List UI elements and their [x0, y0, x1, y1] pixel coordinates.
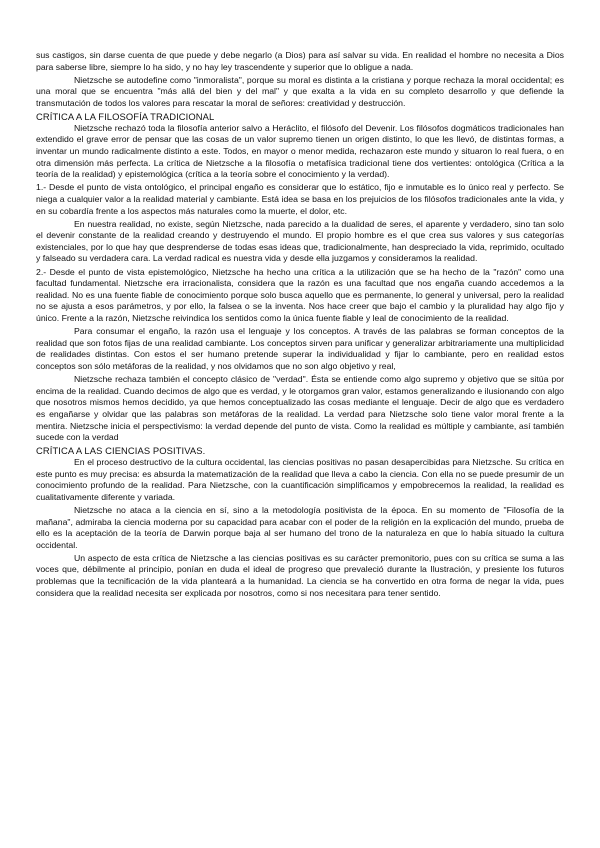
heading-critica-ciencias-positivas: CRÍTICA A LAS CIENCIAS POSITIVAS.	[36, 445, 206, 457]
paragraph-metodologia-positivista: Nietzsche no ataca a la ciencia en sí, sino a la metodología positivista de la época. En su momento de "Filosofía de la mañana", admiraba la ciencia moderna por su capacidad para acabar con el poder de la religión en la explicación del mundo, prueba de ello es la aceptación de la teoría de Darwin porque baja al ser humano del trono de la naturaleza en que lo había situado la cultura occidental.	[36, 504, 564, 550]
paragraph-castigos: sus castigos, sin darse cuenta de que puede y debe negarlo (a Dios) para así salvar su vida. En realidad el hombre no necesita a Dios para saberse libre, siempre lo ha sido, y no hay ley trascendente y superior que lo obligue a nada.	[36, 50, 564, 72]
heading-critica-filosofia-tradicional: CRÍTICA A LA FILOSOFÍA TRADICIONAL	[36, 111, 215, 123]
paragraph-epistemologico: 2.- Desde el punto de vista epistemológico, Nietzsche ha hecho una crítica a la utilización que se ha hecho de la "razón" como una facultad fundamental. Nietzsche era irracionalista, considera que la razón es una facultad que nos engaña cuando accedemos a la realidad. No es una fuente fiable de conocimiento porque solo busca aquello que es permanente, lo general y universal, pero la realidad no se ajusta a esos parámetros, y por ello, la falsea o se la inventa. Nos hace creer que bajo el cambio y la pluralidad hay algo fijo y único. Frente a la razón, Nietzsche reivindica los sentidos como la única fuente fiable y leal de conocimiento de la realidad.	[36, 266, 564, 324]
paragraph-nuestra-realidad: En nuestra realidad, no existe, según Nietzsche, nada parecido a la dualidad de seres, el aparente y verdadero, sino tan solo el devenir constante de la realidad creando y destruyendo el mundo. El propio hombre es el que crea sus valores y sus categorías existenciales, por lo que hay que desprenderse de todas esas ideas que, tradicionalmente, han despreciado la vida, reprimido, ocultado y falseado su verdadera cara. La verdad radical es nuestra vida y desde ella juzgamos y consideramos la realidad.	[36, 218, 564, 264]
paragraph-proceso-destructivo: En el proceso destructivo de la cultura occidental, las ciencias positivas no pasan desapercibidas para Nietzsche. Su crítica en este punto es muy precisa: es absurda la matematización de la realidad que lleva a cabo la ciencia. Con ella no se puede presumir de un conocimiento profundo de la realidad. Para Nietzsche, con la cuantificación simplificamos y empobrecemos la realidad, la realidad es cualitativamente diferente y variada.	[36, 456, 564, 502]
paragraph-inmoralista: Nietzsche se autodefine como "inmoralista", porque su moral es distinta a la cristiana y porque rechaza la moral occidental; es una moral que se encuentra "más allá del bien y del mal" y que exalta a la vida en su completo desarrollo y que defiende la transmutación de todos los valores para rescatar la moral de señores: creatividad y destrucción.	[36, 74, 564, 108]
paragraph-verdad: Nietzsche rechaza también el concepto clásico de "verdad". Ésta se entiende como algo supremo y objetivo que se sitúa por encima de la realidad. Cuando decimos de algo que es verdad, y le otorgamos gran valor, estamos generalizando e ilusionando con algo que nosotros mismos hemos decidido, ya que hemos conceptualizado las cosas mediante el lenguaje. Decir de algo que es verdadero es engañarse y olvidar que las palabras son metáforas de la realidad. La verdad para Nietzsche solo tiene valor moral frente a la mentira. Nietzsche inicia el perspectivismo: la verdad depende del punto de vista. Como la realidad es múltiple y cambiante, así también sucede con la verdad	[36, 374, 564, 443]
paragraph-lenguaje-conceptos: Para consumar el engaño, la razón usa el lenguaje y los conceptos. A través de las palabras se forman conceptos de la realidad que son fotos fijas de una realidad cambiante. Los conceptos sirven para unificar y generalizar arbitrariamente una multiplicidad de realidades distintas. Con estos el ser humano pretende superar la individualidad y fijar lo cambiante, pero en realidad estos conceptos son sólo metáforas de la realidad, y nos olvidamos que no son algo objetivo y real,	[36, 326, 564, 371]
paragraph-ontologico: 1.- Desde el punto de vista ontológico, el principal engaño es considerar que lo estático, fijo e inmutable es lo único real y perfecto. Se niega a cualquier valor a la realidad material y cambiante. Está idea se basa en los prejuicios de los filósofos tradicionales ante la vida, y en su cobardía frente a los aspectos más naturales como la muerte, el dolor, etc.	[36, 182, 564, 216]
paragraph-heraclito: Nietzsche rechazó toda la filosofía anterior salvo a Heráclito, el filósofo del Devenir. Los filósofos dogmáticos tradicionales han extendido el grave error de pensar que las cosas de un valor supremo tienen un origen distinto, lo que les llevó, de distintas formas, a inventar un mundo radicalmente distinto a este. Todos, en mayor o menor medida, rechazaron este mundo y situaron lo real fuera, o en otra dimensión más perfecta. La crítica de Nietzsche a la filosofía o metafísica tradicional tiene dos vertientes: ontológica (Crítica a la teoría de la realidad) y epistemológica (crítica a la teoría sobre el conocimiento y la verdad).	[36, 122, 564, 180]
paragraph-premonitorio: Un aspecto de esta crítica de Nietzsche a las ciencias positivas es su carácter premonitorio, pues con su crítica se suma a las voces que, débilmente al principio, ponían en duda el ideal de progreso que prevaleció durante la Ilustración, y presiente los futuros problemas que la tecnificación de la vida planteará a la humanidad. La ciencia se ha convertido en otra forma de negar la vida, pues considera que la realidad necesita ser explicada por nosotros, como si nos necesitara para tener sentido.	[36, 552, 564, 598]
document-body	[36, 50, 564, 601]
